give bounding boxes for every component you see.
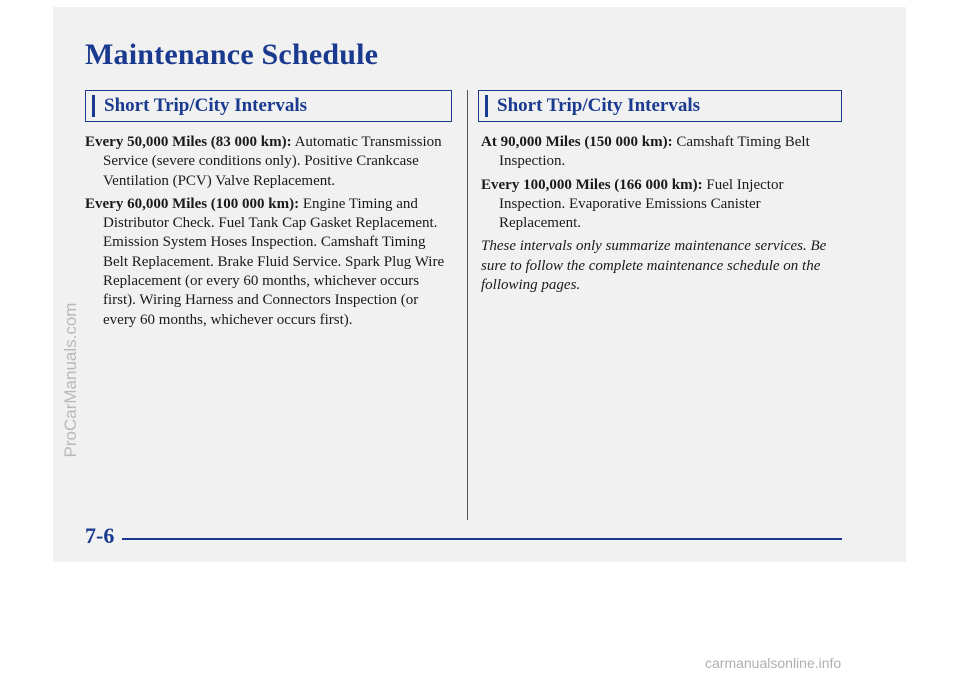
interval-text: Fuel Injector Inspection. Evaporative Emissions Canister Replacement. [499,176,784,232]
column-divider [467,90,468,520]
left-section-header [85,90,452,122]
right-column [481,133,843,310]
interval-entry [85,133,450,191]
side-watermark: ProCarManuals.com [61,302,80,458]
interval-heading: Every 100,000 Miles (166 000 km): [481,176,703,193]
summary-note: These intervals only summarize maintenance services. Be sure to follow the complete maintenance schedule on the following pages. [481,238,827,294]
interval-text: Automatic Transmission Service (severe conditions only). Positive Crankcase Ventilation (PCV) Valve Replacement. [103,134,442,189]
left-section-label: Short Trip/City Intervals [104,95,308,116]
right-section-label: Short Trip/City Intervals [497,95,701,116]
section-header-bar [92,95,95,117]
page-title: Maintenance Schedule [85,38,379,71]
bottom-watermark: carmanualsonline.info [705,655,842,671]
section-header-bar [485,95,488,117]
interval-heading: Every 60,000 Miles (100 000 km): [85,195,300,212]
right-section-header [478,90,842,122]
interval-heading: Every 50,000 Miles (83 000 km): [85,134,292,150]
interval-entry [481,176,843,234]
left-column [85,133,450,334]
interval-text: Camshaft Timing Belt Inspection. [499,134,810,170]
interval-heading: At 90,000 Miles (150 000 km): [481,134,673,150]
interval-entry [481,133,843,172]
page-number: 7-6 [85,523,115,548]
footer-rule [122,538,842,540]
interval-entry [85,195,450,330]
interval-text: Engine Timing and Distributor Check. Fuel Tank Cap Gasket Replacement. Emission System Hoses Inspection. Camshaft Timing Belt Replacement. Brake Fluid Service. Spark Plug Wire Replacement (or every 60 months, whichever occurs first). Wiring Harness and Connectors Inspection (or every 60 months, whichever occurs first). [103,195,445,328]
